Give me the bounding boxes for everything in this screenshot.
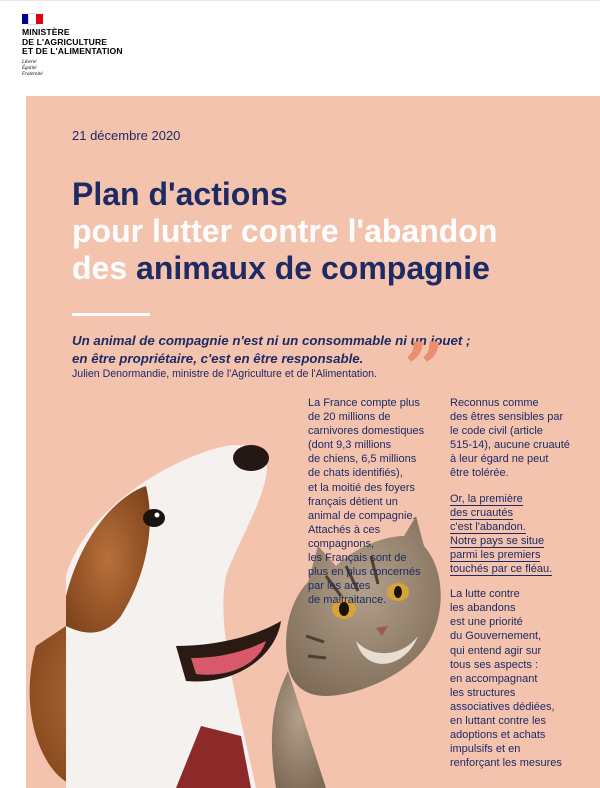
body-line: Reconnus comme: [450, 397, 539, 409]
body-line: des êtres sensibles par: [450, 411, 564, 424]
body-line: 515-14), aucune cruauté: [450, 439, 570, 452]
body-line: le code civil (article: [450, 425, 543, 438]
top-divider: [0, 0, 600, 1]
quote-line: Un animal de compagnie n'est ni un consommable ni un jouet ;: [72, 333, 471, 348]
body-line: associatives dédiées,: [450, 700, 555, 713]
flag-red: [36, 14, 43, 24]
publication-date: 21 décembre 2020: [72, 128, 181, 143]
ministry-line: DE L'AGRICULTURE: [22, 36, 108, 47]
emphasis-line: parmi les premiers: [450, 548, 541, 561]
emphasis-line: des cruautés: [450, 506, 513, 519]
flag-white: [29, 14, 36, 24]
emphasis-line: c'est l'abandon.: [450, 520, 526, 533]
body-line: renforçant les mesures: [450, 757, 562, 770]
body-line: être tolérée.: [450, 467, 509, 480]
quote-author: Julien Denormandie, ministre de l'Agriculture et de l'Alimentation.: [72, 368, 377, 380]
body-line: La lutte contre: [450, 588, 520, 601]
marianne-flag-icon: [22, 14, 43, 24]
body-line: de chiens, 6,5 millions: [308, 453, 417, 466]
body-line: les structures: [450, 686, 516, 699]
title-rule: [72, 313, 150, 316]
dog-eye-highlight: [155, 513, 160, 518]
body-line: en accompagnant: [450, 672, 538, 685]
ministry-line: MINISTÈRE: [22, 27, 70, 37]
body-line: de maltraitance.: [308, 594, 387, 607]
body-line: plus en plus concernés: [308, 566, 421, 579]
ministry-line: ET DE L'ALIMENTATION: [22, 46, 123, 56]
emphasis-line: touchés par ce fléau.: [450, 563, 553, 576]
body-line: (dont 9,3 millions: [308, 439, 392, 452]
body-line: est une priorité: [450, 616, 523, 629]
body-line: adoptions et achats: [450, 729, 546, 742]
body-line: français détient un: [308, 495, 398, 508]
motto-line: Fraternité: [22, 72, 43, 77]
body-line: les Français sont de: [308, 552, 407, 565]
title-part: des: [72, 250, 137, 286]
body-line: tous ses aspects :: [450, 658, 539, 671]
title-line-3: [72, 250, 592, 287]
title-line-1: [72, 176, 592, 213]
text-column-2: [450, 396, 600, 770]
title-line-2: [72, 213, 592, 250]
body-line: compagnons,: [308, 537, 375, 550]
cover-panel: [26, 96, 600, 788]
dog-nose: [233, 445, 269, 471]
pull-quote: [72, 332, 512, 367]
emphasis-paragraph: [450, 492, 600, 577]
body-line: de 20 millions de: [308, 411, 391, 424]
quote-line: en être propriétaire, c'est en être responsable.: [72, 350, 364, 366]
dog-eye: [143, 509, 165, 527]
body-line: La France compte plus: [308, 397, 420, 409]
motto-line: Liberté: [22, 60, 37, 65]
quote-mark-icon: ”: [404, 327, 445, 410]
text-column-1: [308, 396, 458, 607]
body-line: de chats identifiés),: [308, 467, 403, 480]
body-line: les abandons: [450, 602, 516, 615]
emphasis-line: Notre pays se situe: [450, 534, 545, 547]
body-line: et la moitié des foyers: [308, 481, 415, 494]
body-line: Attachés à ces: [308, 523, 381, 536]
body-line: impulsifs et en: [450, 743, 521, 756]
body-line: par les actes: [308, 580, 371, 593]
document-title: [72, 176, 592, 287]
ministry-name: [22, 28, 162, 57]
title-part: pour lutter contre l'abandon: [72, 213, 498, 249]
body-line: en luttant contre les: [450, 714, 547, 727]
title-part: animaux de compagnie: [136, 250, 490, 286]
republic-motto: [22, 60, 43, 78]
body-line: carnivores domestiques: [308, 425, 425, 438]
flag-blue: [22, 14, 29, 24]
title-part: Plan d'actions: [72, 176, 288, 212]
body-line: à leur égard ne peut: [450, 453, 549, 466]
motto-line: Égalité: [22, 66, 37, 71]
body-line: animal de compagnie.: [308, 509, 416, 522]
ministry-logo: [22, 14, 162, 84]
emphasis-line: Or, la première: [450, 492, 523, 505]
body-line: qui entend agir sur: [450, 644, 542, 657]
body-line: du Gouvernement,: [450, 630, 542, 643]
